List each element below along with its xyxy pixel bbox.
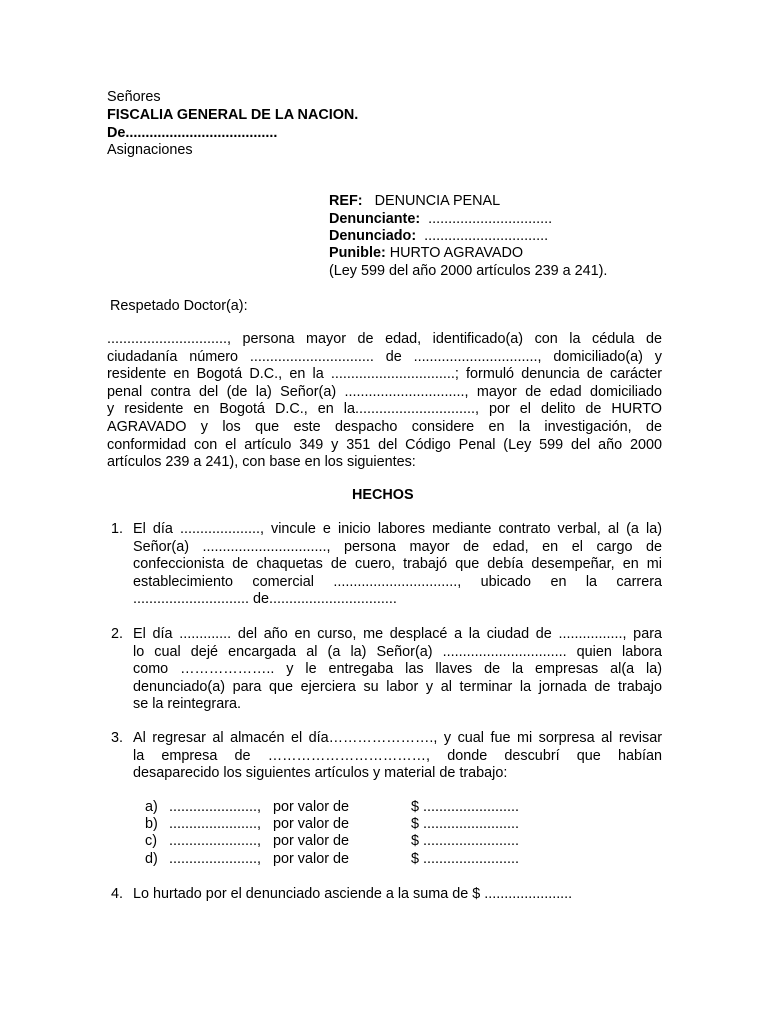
item-number: 4. <box>111 886 124 902</box>
article-label: por valor de <box>273 833 349 849</box>
item-line: la empresa de ……………………………, donde descubrí que habían <box>133 747 662 764</box>
item-line: desaparecido los siguientes artículos y material de trabajo: <box>133 765 508 782</box>
ref-line <box>329 193 500 211</box>
punible-label: Punible: <box>329 245 386 261</box>
article-label: por valor de <box>273 816 349 832</box>
denunciado-value: ............................... <box>424 228 549 244</box>
denunciante-value: ............................... <box>428 211 553 227</box>
intro-line: y residente en Bogotá D.C., en la.............................., por el delito de HURTO <box>107 401 662 418</box>
article-amount: $ ........................ <box>411 833 519 849</box>
intro-line: conformidad con el artículo 349 y 351 del Código Penal (Ley 599 del año 2000 <box>107 436 662 453</box>
article-letter: a) <box>145 799 158 815</box>
intro-line: artículos 239 a 241), con base en los siguientes: <box>107 454 416 471</box>
institution-name: FISCALIA GENERAL DE LA NACION. <box>107 107 359 123</box>
greeting: Respetado Doctor(a): <box>110 298 248 314</box>
intro-line: penal contra del (de la) Señor(a) .............................., mayor de edad domiciliado <box>107 383 662 400</box>
item-number: 1. <box>111 521 124 537</box>
ley-reference: (Ley 599 del año 2000 artículos 239 a 241). <box>329 263 608 279</box>
item-line: Al regresar al almacén el día…………………., y cual fue mi sorpresa al revisar <box>133 730 662 746</box>
article-letter: b) <box>145 816 158 832</box>
item-line: El día ............. del año en curso, me desplacé a la ciudad de ................, para <box>133 626 662 642</box>
item-line: Señor(a) ..............................., persona mayor de edad, en el cargo de <box>133 538 662 555</box>
denunciante-label: Denunciante: <box>329 211 421 227</box>
office-name: Asignaciones <box>107 142 193 158</box>
intro-line: ciudadanía número ............................... de ..............................., domiciliado(a) y <box>107 348 662 365</box>
article-letter: c) <box>145 833 157 849</box>
item-line: Lo hurtado por el denunciado asciende a la suma de $ ...................... <box>133 886 573 902</box>
punible-value: HURTO AGRAVADO <box>389 245 524 261</box>
article-amount: $ ........................ <box>411 799 519 815</box>
intro-line: .............................., persona mayor de edad, identificado(a) con la cédula de <box>107 331 662 347</box>
item-line: como ……………….. y le entregaba las llaves de la empresas al(a la) <box>133 661 662 678</box>
article-label: por valor de <box>273 851 349 867</box>
denunciado-line <box>329 228 548 246</box>
article-label: por valor de <box>273 799 349 815</box>
article-blank: ......................, <box>169 799 261 815</box>
item-line: establecimiento comercial ..............................., ubicado en la carrera <box>133 573 662 590</box>
item-number: 3. <box>111 730 124 746</box>
item-line: denunciado(a) para que ejerciera su labor y al terminar la jornada de trabajo <box>133 678 662 695</box>
item-number: 2. <box>111 626 124 642</box>
ref-label: REF: <box>329 193 363 209</box>
denunciante-line <box>329 211 552 229</box>
item-line: El día ...................., vincule e inicio labores mediante contrato verbal, al (a la) <box>133 521 662 537</box>
item-line: se la reintegrara. <box>133 696 241 713</box>
article-amount: $ ........................ <box>411 816 519 832</box>
item-line: lo cual dejé encargada al (a la) Señor(a) ............................... quien labora <box>133 643 662 660</box>
punible-line <box>329 245 523 263</box>
article-amount: $ ........................ <box>411 851 519 867</box>
item-line: ............................. de................................ <box>133 591 397 608</box>
hechos-heading: HECHOS <box>352 487 414 503</box>
ref-value: DENUNCIA PENAL <box>374 193 501 209</box>
de-line: De...................................... <box>107 125 278 141</box>
intro-paragraph <box>107 331 662 472</box>
article-blank: ......................, <box>169 851 261 867</box>
article-blank: ......................, <box>169 833 261 849</box>
intro-line: residente en Bogotá D.C., en la ...............................; formuló denuncia de carácter <box>107 366 662 383</box>
denunciado-label: Denunciado: <box>329 228 417 244</box>
salutation: Señores <box>107 89 161 105</box>
article-letter: d) <box>145 851 158 867</box>
item-line: confeccionista de chaquetas de cuero, trabajó que debía desempeñar, en mi <box>133 556 662 573</box>
article-blank: ......................, <box>169 816 261 832</box>
intro-line: AGRAVADO y los que este despacho considere en la investigación, de <box>107 418 662 435</box>
